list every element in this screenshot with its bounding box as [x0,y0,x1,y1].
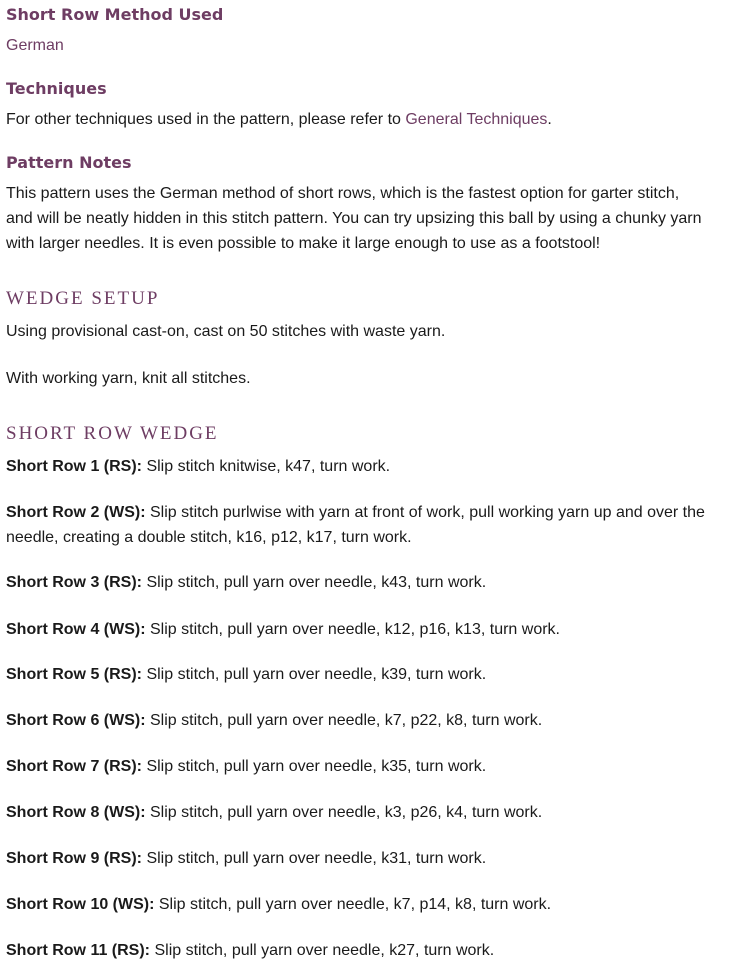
short-row-instruction: Slip stitch, pull yarn over needle, k39, turn work. [142,666,487,683]
short-row-wedge-heading: SHORT ROW WEDGE [6,423,219,444]
short-row-4 [6,617,746,642]
short-row-instruction: Slip stitch, pull yarn over needle, k12, p16, k13, turn work. [145,621,560,638]
short-row-instruction: Slip stitch, pull yarn over needle, k43, turn work. [142,574,487,591]
short-row-instruction: Slip stitch purlwise with yarn at front of work, pull working yarn up and over the [145,504,705,521]
short-row-5 [6,662,746,687]
short-row-method-value: German [6,37,64,54]
short-row-1 [6,454,746,479]
techniques-text-start: For other techniques used in the pattern, please refer to [6,111,406,128]
short-row-10 [6,892,746,917]
short-row-3 [6,570,746,595]
pattern-notes-heading: Pattern Notes [6,153,132,172]
short-row-label: Short Row 5 (RS): [6,666,142,683]
wedge-setup-paragraph-1: Using provisional cast-on, cast on 50 stitches with waste yarn. [6,323,446,340]
short-row-2-continued: needle, creating a double stitch, k16, p12, k17, turn work. [6,529,412,546]
short-row-instruction: Slip stitch, pull yarn over needle, k35, turn work. [142,758,487,775]
short-row-method-heading: Short Row Method Used [6,5,224,24]
short-row-label: Short Row 7 (RS): [6,758,142,775]
short-row-label: Short Row 9 (RS): [6,850,142,867]
techniques-heading: Techniques [6,79,107,98]
wedge-setup-paragraph-2: With working yarn, knit all stitches. [6,370,251,387]
short-row-label: Short Row 10 (WS): [6,896,155,913]
general-techniques-link[interactable]: General Techniques [405,111,548,128]
short-row-label: Short Row 1 (RS): [6,458,142,475]
short-row-label: Short Row 11 (RS): [6,942,151,959]
short-row-7 [6,754,746,779]
pattern-notes-line-1: This pattern uses the German method of short rows, which is the fastest option for garter stitch, [6,185,680,202]
wedge-setup-heading: WEDGE SETUP [6,288,160,309]
short-row-8 [6,800,746,825]
short-row-label: Short Row 6 (WS): [6,712,146,729]
short-row-instruction: Slip stitch, pull yarn over needle, k7, p22, k8, turn work. [145,712,543,729]
short-row-2 [6,500,746,525]
short-row-6 [6,708,746,733]
short-row-label: Short Row 4 (WS): [6,621,146,638]
short-row-instruction: Slip stitch, pull yarn over needle, k27, turn work. [150,942,495,959]
short-row-9 [6,846,746,871]
short-row-label: Short Row 2 (WS): [6,504,146,521]
short-row-label: Short Row 3 (RS): [6,574,142,591]
techniques-text [6,107,746,132]
short-row-instruction: Slip stitch knitwise, k47, turn work. [142,458,391,475]
short-row-11 [6,938,746,963]
short-row-instruction: Slip stitch, pull yarn over needle, k7, p14, k8, turn work. [154,896,552,913]
pattern-notes-line-3: with larger needles. It is even possible to make it large enough to use as a footstool! [6,235,601,252]
short-row-instruction: Slip stitch, pull yarn over needle, k31, turn work. [142,850,487,867]
pattern-notes-line-2: and will be neatly hidden in this stitch pattern. You can try upsizing this ball by using a chunky yarn [6,210,702,227]
techniques-text-end: . [547,111,552,128]
short-row-label: Short Row 8 (WS): [6,804,146,821]
short-row-instruction: Slip stitch, pull yarn over needle, k3, p26, k4, turn work. [145,804,543,821]
